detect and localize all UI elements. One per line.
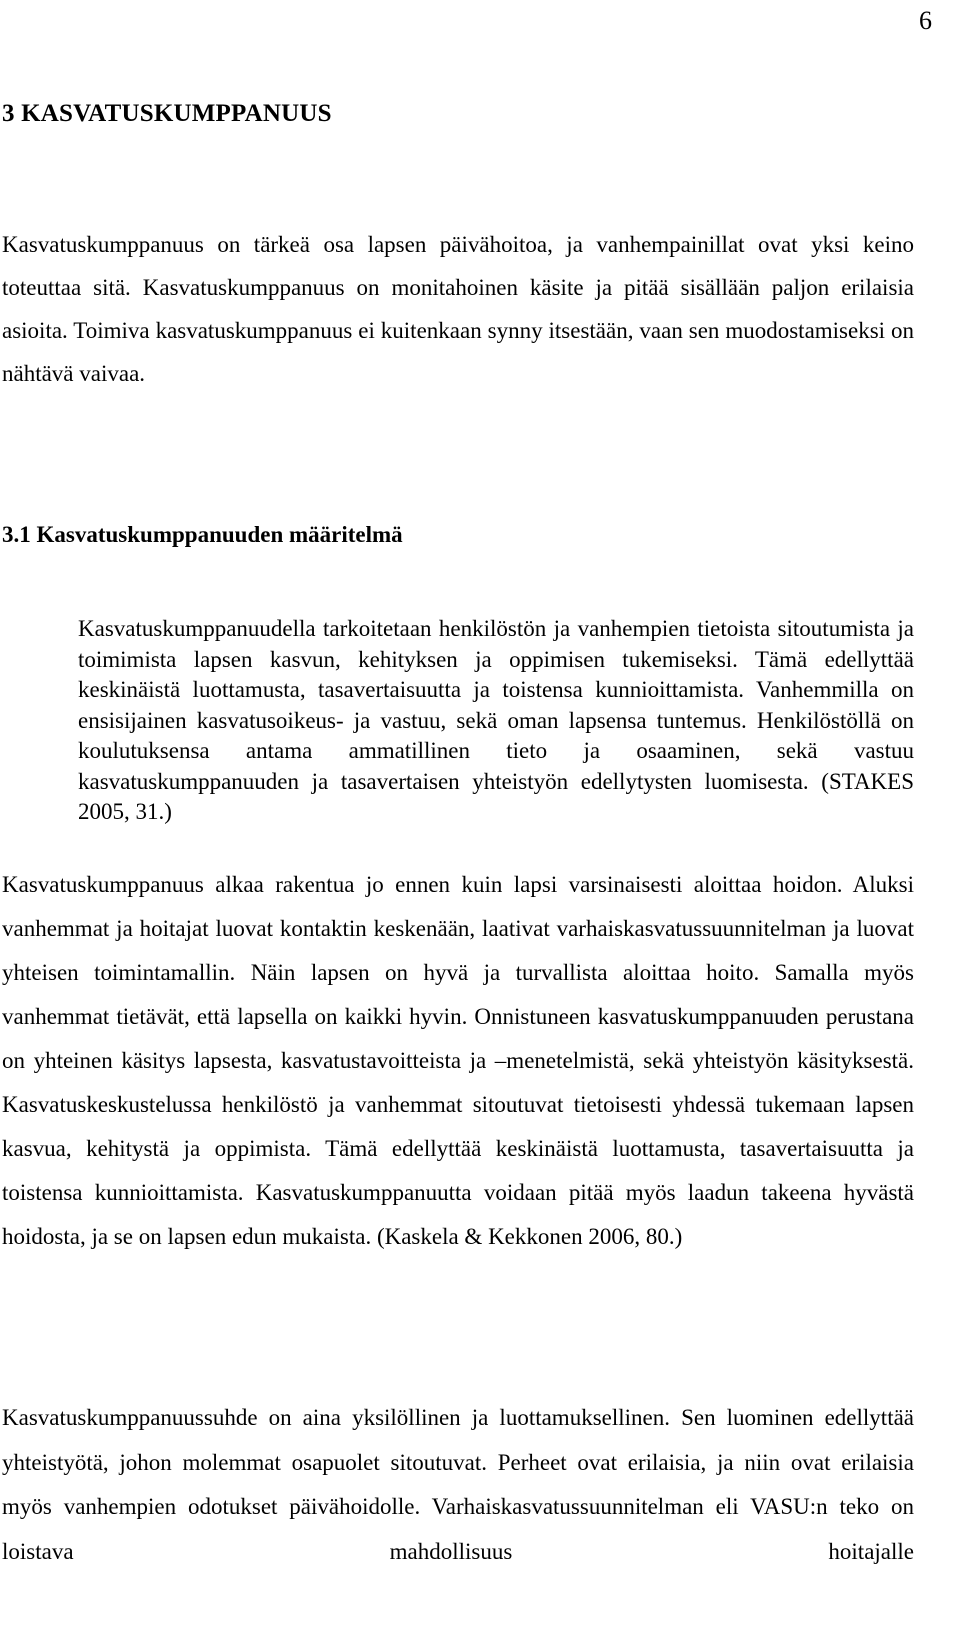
body-paragraph: Kasvatuskumppanuus alkaa rakentua jo ennen kuin lapsi varsinaisesti aloittaa hoidon. Aluksi vanhemmat ja hoitajat luovat kontaktin keskenään, laativat varhaiskasvatussuunnitelman ja luovat yhteisen toimintamallin. Näin lapsen on hyvä ja turvallista aloittaa hoito. Samalla myös vanhemmat tietävät, että lapsella on kaikki hyvin. Onnistuneen kasvatuskumppanuuden perustana on yhteinen käsitys lapsesta, kasvatustavoitteista ja –menetelmistä, sekä yhteistyön käsityksestä. Kasvatuskeskustelussa henkilöstö ja vanhemmat sitoutuvat tietoisesti yhdessä tukemaan lapsen kasvua, kehitystä ja oppimista. Tämä edellyttää keskinäistä luottamusta, tasavertaisuutta ja toistensa kunnioittamista. Kasvatuskumppanuutta voidaan pitää myös laadun takeena hyvästä hoidosta, ja se on lapsen edun mukaista. (Kaskela & Kekkonen 2006, 80.) xyxy=(2,872,914,1249)
definition-quote: Kasvatuskumppanuudella tarkoitetaan henkilöstön ja vanhempien tietoista sitoutumista ja toimimista lapsen kasvun, kehityksen ja oppimisen tukemiseksi. Tämä edellyttää keskinäistä luottamusta, tasavertaisuutta ja toistensa kunnioittamista. Vanhemmilla on ensisijainen kasvatusoikeus- ja vastuu, sekä oman lapsensa tuntemus. Henkilöstöllä on koulutuksensa antama ammatillinen tieto ja osaaminen, sekä vastuu kasvatuskumppanuuden ja tasavertaisen yhteistyön edellytysten luomisesta. (STAKES 2005, 31.) xyxy=(78,616,914,824)
body-paragraph-continued: Kasvatuskumppanuussuhde on aina yksilöllinen ja luottamuksellinen. Sen luominen edellyttää yhteistyötä, johon molemmat osapuolet sitoutuvat. Perheet ovat erilaisia, ja niin ovat erilaisia myös vanhempien odotukset päivähoidolle. Varhaiskasvatussuunnitelman eli VASU:n teko on loistava mahdollisuus hoitajalle xyxy=(2,1405,914,1564)
chapter-heading: 3 KASVATUSKUMPPANUUS xyxy=(2,100,332,127)
page-number: 6 xyxy=(919,6,932,35)
section-heading: 3.1 Kasvatuskumppanuuden määritelmä xyxy=(2,522,403,547)
chapter-intro-paragraph: Kasvatuskumppanuus on tärkeä osa lapsen päivähoitoa, ja vanhempainillat ovat yksi keino toteuttaa sitä. Kasvatuskumppanuus on monitahoinen käsite ja pitää sisällään paljon erilaisia asioita. Toimiva kasvatuskumppanuus ei kuitenkaan synny itsestään, vaan sen muodostamiseksi on nähtävä vaivaa. xyxy=(2,232,914,386)
